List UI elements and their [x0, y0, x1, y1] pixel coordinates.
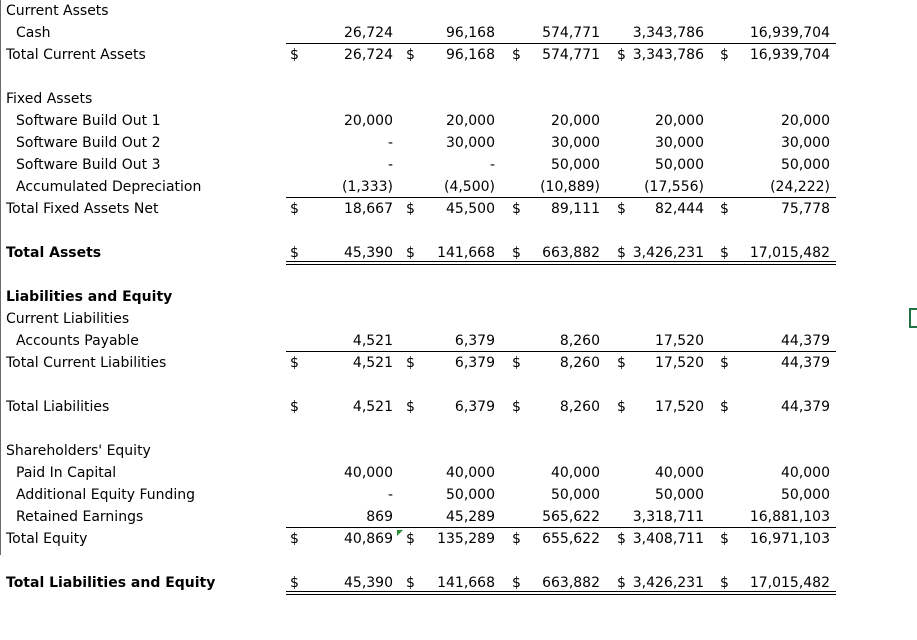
- row-label[interactable]: Fixed Assets: [6, 91, 93, 107]
- value-cell[interactable]: 16,939,704: [749, 25, 830, 41]
- value-cell[interactable]: 20,000: [781, 113, 830, 129]
- table-row: [0, 330, 917, 352]
- value-cell[interactable]: 20,000: [344, 113, 393, 129]
- value-cell[interactable]: 869: [366, 509, 393, 525]
- value-cell[interactable]: 20,000: [446, 113, 495, 129]
- value-cell[interactable]: 50,000: [655, 487, 704, 503]
- value-cell[interactable]: 50,000: [551, 157, 600, 173]
- value-cell[interactable]: 663,882: [542, 575, 600, 591]
- value-cell[interactable]: 17,520: [655, 333, 704, 349]
- value-cell[interactable]: (4,500): [443, 179, 495, 195]
- table-row: [0, 352, 917, 374]
- total-top-border: [286, 351, 836, 352]
- value-cell[interactable]: 3,426,231: [632, 575, 704, 591]
- currency-symbol: $: [290, 575, 299, 591]
- value-cell[interactable]: 3,343,786: [632, 25, 704, 41]
- row-label[interactable]: Total Current Assets: [6, 47, 146, 63]
- currency-symbol: $: [617, 245, 626, 261]
- currency-symbol: $: [617, 399, 626, 415]
- value-cell[interactable]: 17,520: [655, 399, 704, 415]
- double-underline: [286, 591, 836, 595]
- value-cell[interactable]: 45,390: [344, 245, 393, 261]
- row-label[interactable]: Current Assets: [6, 3, 109, 19]
- value-cell[interactable]: 565,622: [542, 509, 600, 525]
- table-row: [0, 308, 917, 330]
- value-cell[interactable]: 6,379: [454, 355, 495, 371]
- value-cell[interactable]: 30,000: [446, 135, 495, 151]
- value-cell[interactable]: 45,390: [344, 575, 393, 591]
- table-row: [0, 66, 917, 88]
- currency-symbol: $: [290, 355, 299, 371]
- row-label[interactable]: Total Fixed Assets Net: [6, 201, 159, 217]
- value-cell[interactable]: (1,333): [341, 179, 393, 195]
- value-cell[interactable]: 75,778: [781, 201, 830, 217]
- value-cell[interactable]: 40,000: [551, 465, 600, 481]
- currency-symbol: $: [290, 47, 299, 63]
- value-cell[interactable]: 45,500: [446, 201, 495, 217]
- value-cell[interactable]: 663,882: [542, 245, 600, 261]
- table-row: [0, 88, 917, 110]
- total-top-border: [286, 43, 836, 44]
- table-row: [0, 154, 917, 176]
- value-cell[interactable]: 135,289: [437, 531, 495, 547]
- currency-symbol: $: [720, 201, 729, 217]
- value-cell[interactable]: 40,869: [344, 531, 393, 547]
- value-cell[interactable]: 26,724: [344, 47, 393, 63]
- currency-symbol: $: [406, 201, 415, 217]
- table-row: [0, 374, 917, 396]
- currency-symbol: $: [617, 47, 626, 63]
- value-cell[interactable]: 16,971,103: [749, 531, 830, 547]
- value-cell[interactable]: 30,000: [655, 135, 704, 151]
- row-label[interactable]: Shareholders' Equity: [6, 443, 151, 459]
- value-cell[interactable]: 8,260: [559, 333, 600, 349]
- value-cell[interactable]: 141,668: [437, 245, 495, 261]
- currency-symbol: $: [617, 575, 626, 591]
- value-cell[interactable]: (10,889): [540, 179, 600, 195]
- currency-symbol: $: [290, 531, 299, 547]
- value-cell[interactable]: 6,379: [454, 399, 495, 415]
- table-row: [0, 110, 917, 132]
- value-cell[interactable]: 50,000: [781, 487, 830, 503]
- value-cell[interactable]: 17,520: [655, 355, 704, 371]
- table-row: [0, 550, 917, 572]
- value-cell[interactable]: 4,521: [352, 333, 393, 349]
- currency-symbol: $: [290, 399, 299, 415]
- value-cell[interactable]: 6,379: [454, 333, 495, 349]
- value-cell[interactable]: -: [489, 157, 495, 173]
- value-cell[interactable]: 3,408,711: [632, 531, 704, 547]
- currency-symbol: $: [406, 245, 415, 261]
- currency-symbol: $: [406, 399, 415, 415]
- value-cell[interactable]: -: [387, 487, 393, 503]
- row-label[interactable]: Accounts Payable: [16, 333, 139, 349]
- table-row: [0, 418, 917, 440]
- value-cell[interactable]: 44,379: [781, 355, 830, 371]
- value-cell[interactable]: 18,667: [344, 201, 393, 217]
- value-cell[interactable]: (17,556): [644, 179, 704, 195]
- currency-symbol: $: [406, 355, 415, 371]
- row-label[interactable]: Total Assets: [6, 245, 102, 261]
- row-label[interactable]: Current Liabilities: [6, 311, 130, 327]
- table-row: [0, 0, 917, 22]
- currency-symbol: $: [406, 575, 415, 591]
- currency-symbol: $: [512, 47, 521, 63]
- value-cell[interactable]: 44,379: [781, 399, 830, 415]
- value-cell[interactable]: 50,000: [655, 157, 704, 173]
- row-label[interactable]: Total Equity: [6, 531, 88, 547]
- value-cell[interactable]: 40,000: [781, 465, 830, 481]
- table-row: [0, 132, 917, 154]
- table-row: [0, 176, 917, 198]
- currency-symbol: $: [720, 575, 729, 591]
- currency-symbol: $: [512, 201, 521, 217]
- currency-symbol: $: [290, 245, 299, 261]
- value-cell[interactable]: 574,771: [542, 47, 600, 63]
- currency-symbol: $: [406, 531, 415, 547]
- value-cell[interactable]: 8,260: [559, 399, 600, 415]
- currency-symbol: $: [720, 399, 729, 415]
- value-cell[interactable]: 4,521: [352, 355, 393, 371]
- row-label[interactable]: Paid In Capital: [16, 465, 117, 481]
- value-cell[interactable]: 44,379: [781, 333, 830, 349]
- row-label[interactable]: Total Current Liabilities: [6, 355, 167, 371]
- value-cell[interactable]: -: [387, 135, 393, 151]
- value-cell[interactable]: 16,881,103: [749, 509, 830, 525]
- row-label[interactable]: Additional Equity Funding: [16, 487, 196, 503]
- row-label[interactable]: Software Build Out 1: [16, 113, 161, 129]
- table-row: [0, 462, 917, 484]
- value-cell[interactable]: 20,000: [655, 113, 704, 129]
- double-underline: [286, 261, 836, 265]
- total-top-border: [286, 197, 836, 198]
- value-cell[interactable]: (24,222): [770, 179, 830, 195]
- currency-symbol: $: [720, 47, 729, 63]
- currency-symbol: $: [512, 245, 521, 261]
- table-row: [0, 264, 917, 286]
- table-row: [0, 198, 917, 220]
- currency-symbol: $: [617, 201, 626, 217]
- row-label[interactable]: Total Liabilities and Equity: [6, 575, 216, 591]
- currency-symbol: $: [617, 531, 626, 547]
- value-cell[interactable]: 50,000: [551, 487, 600, 503]
- value-cell[interactable]: 30,000: [551, 135, 600, 151]
- value-cell[interactable]: 82,444: [655, 201, 704, 217]
- value-cell[interactable]: -: [387, 157, 393, 173]
- currency-symbol: $: [406, 47, 415, 63]
- table-row: [0, 286, 917, 308]
- row-label[interactable]: Liabilities and Equity: [6, 289, 173, 305]
- table-row: [0, 506, 917, 528]
- value-cell[interactable]: 141,668: [437, 575, 495, 591]
- value-cell[interactable]: 655,622: [542, 531, 600, 547]
- value-cell[interactable]: 3,426,231: [632, 245, 704, 261]
- value-cell[interactable]: 50,000: [446, 487, 495, 503]
- table-row: [0, 484, 917, 506]
- value-cell[interactable]: 16,939,704: [749, 47, 830, 63]
- value-cell[interactable]: 17,015,482: [749, 245, 830, 261]
- table-row: [0, 44, 917, 66]
- value-cell[interactable]: 89,111: [551, 201, 600, 217]
- currency-symbol: $: [720, 531, 729, 547]
- value-cell[interactable]: 574,771: [542, 25, 600, 41]
- table-row: [0, 528, 917, 550]
- value-cell[interactable]: 3,343,786: [632, 47, 704, 63]
- total-top-border: [286, 527, 836, 528]
- currency-symbol: $: [720, 355, 729, 371]
- currency-symbol: $: [512, 399, 521, 415]
- value-cell[interactable]: 3,318,711: [632, 509, 704, 525]
- value-cell[interactable]: 50,000: [781, 157, 830, 173]
- value-cell[interactable]: 96,168: [446, 25, 495, 41]
- currency-symbol: $: [512, 575, 521, 591]
- currency-symbol: $: [720, 245, 729, 261]
- value-cell[interactable]: 40,000: [344, 465, 393, 481]
- value-cell[interactable]: 40,000: [446, 465, 495, 481]
- value-cell[interactable]: 26,724: [344, 25, 393, 41]
- row-label[interactable]: Retained Earnings: [16, 509, 144, 525]
- currency-symbol: $: [512, 531, 521, 547]
- value-cell[interactable]: 4,521: [352, 399, 393, 415]
- currency-symbol: $: [290, 201, 299, 217]
- currency-symbol: $: [617, 355, 626, 371]
- currency-symbol: $: [512, 355, 521, 371]
- value-cell[interactable]: 96,168: [446, 47, 495, 63]
- value-cell[interactable]: 8,260: [559, 355, 600, 371]
- row-label[interactable]: Total Liabilities: [6, 399, 110, 415]
- table-row: [0, 396, 917, 418]
- table-row: [0, 440, 917, 462]
- value-cell[interactable]: 45,289: [446, 509, 495, 525]
- value-cell[interactable]: 40,000: [655, 465, 704, 481]
- table-row: [0, 22, 917, 44]
- row-label[interactable]: Software Build Out 2: [16, 135, 161, 151]
- value-cell[interactable]: 17,015,482: [749, 575, 830, 591]
- value-cell[interactable]: 30,000: [781, 135, 830, 151]
- row-label[interactable]: Software Build Out 3: [16, 157, 161, 173]
- row-label[interactable]: Cash: [16, 25, 51, 41]
- table-row: [0, 220, 917, 242]
- error-indicator-icon[interactable]: [397, 530, 403, 536]
- row-label[interactable]: Accumulated Depreciation: [16, 179, 202, 195]
- value-cell[interactable]: 20,000: [551, 113, 600, 129]
